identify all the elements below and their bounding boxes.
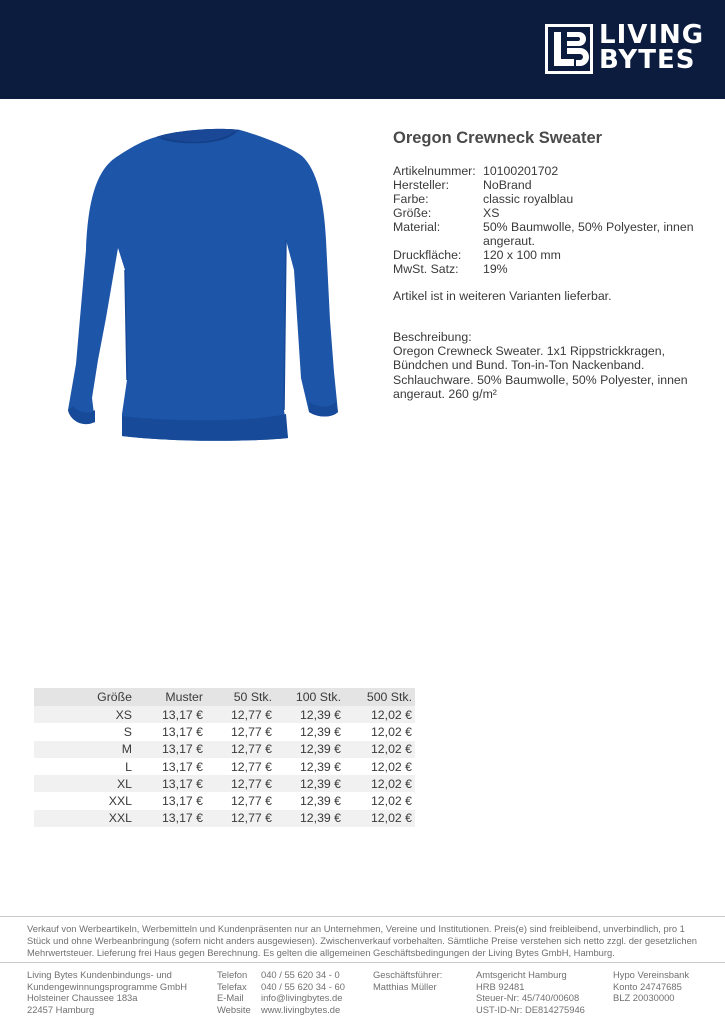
table-row (34, 706, 415, 723)
cell-price: 12,02 € (344, 775, 415, 792)
cell-price: 13,17 € (135, 775, 206, 792)
cell-price: 13,17 € (161, 759, 203, 774)
spec-value: XS (483, 206, 500, 220)
spec-value: 120 x 100 mm (483, 248, 561, 262)
cell-size: XXL (34, 810, 135, 827)
cell-price: 12,02 € (370, 759, 412, 774)
spec-row-print-area (393, 248, 713, 262)
cell-size: XL (34, 775, 135, 792)
bank-line: Hypo Vereinsbank (613, 969, 690, 980)
spec-label: Größe: (393, 206, 432, 220)
header-qty-500: 500 Stk. (344, 688, 415, 706)
product-title: Oregon Crewneck Sweater (393, 129, 603, 147)
variants-note: Artikel ist in weiteren Varianten lieferbar. (393, 289, 612, 303)
cell-size: S (123, 724, 132, 739)
cell-price: 12,39 € (299, 724, 341, 739)
spec-row-manufacturer (393, 178, 713, 192)
product-description (393, 330, 703, 401)
cell-price: 12,39 € (299, 759, 341, 774)
cell-size: L (125, 759, 132, 774)
description-label: Beschreibung: (393, 330, 472, 344)
contact-key: E-Mail (217, 992, 244, 1003)
footer-management (373, 969, 442, 992)
cell-price: 12,02 € (344, 706, 415, 723)
product-specs (393, 164, 713, 276)
cell-size: M (34, 741, 135, 758)
cell-price: 13,17 € (161, 794, 203, 809)
cell-price: 13,17 € (135, 741, 206, 758)
contact-key: Website (217, 1003, 251, 1015)
spec-value: 19% (483, 262, 508, 276)
bank-line: BLZ 20030000 (613, 992, 675, 1003)
spec-value: NoBrand (483, 178, 532, 192)
cell-price: 12,77 € (230, 794, 272, 809)
logo-mark-icon (545, 24, 593, 74)
contact-value: 040 / 55 620 34 - 0 (261, 969, 340, 980)
management-label: Geschäftsführer: (373, 969, 443, 980)
cell-size: XXL (108, 794, 132, 809)
cell-price: 12,39 € (275, 706, 344, 723)
spec-label: Druckfläche: (393, 248, 462, 262)
cell-price: 12,39 € (275, 810, 344, 827)
living-bytes-logo (545, 20, 705, 76)
cell-price: 12,02 € (370, 724, 412, 739)
registry-line: UST-ID-Nr: DE814275946 (476, 1003, 585, 1015)
contact-key: Telefon (217, 969, 248, 980)
cell-price: 12,39 € (299, 794, 341, 809)
footer-bank (613, 969, 689, 1004)
cell-price: 12,02 € (344, 741, 415, 758)
spec-value: 10100201702 (483, 164, 559, 178)
table-row (34, 723, 415, 740)
spec-row-color (393, 192, 713, 206)
header-qty-100: 100 Stk. (275, 688, 344, 706)
spec-label: Material: (393, 220, 441, 234)
spec-value: 50% Baumwolle, 50% Polyester, innen angeraut. (483, 220, 694, 248)
logo-line-2: BYTES (599, 45, 696, 75)
cell-price: 12,77 € (206, 775, 275, 792)
footer-company-address (27, 969, 187, 1015)
bank-line: Konto 24747685 (613, 980, 682, 992)
table-row (34, 741, 415, 758)
contact-value: www.livingbytes.de (261, 1003, 341, 1015)
contact-value: 040 / 55 620 34 - 60 (261, 980, 345, 992)
contact-phone (217, 969, 345, 981)
footer-divider-top (0, 916, 725, 917)
price-table-header (34, 688, 415, 706)
company-line: Kundengewinnungsprogramme GmbH (27, 980, 187, 992)
company-line: Living Bytes Kundenbindungs- und (27, 969, 172, 980)
contact-fax (217, 981, 345, 993)
cell-price: 12,77 € (206, 810, 275, 827)
cell-price: 12,02 € (370, 794, 412, 809)
spec-row-vat (393, 262, 713, 276)
registry-line: HRB 92481 (476, 980, 525, 992)
cell-price: 12,39 € (275, 741, 344, 758)
cell-price: 13,17 € (135, 706, 206, 723)
spec-row-size (393, 206, 713, 220)
management-name: Matthias Müller (373, 980, 437, 992)
cell-price: 12,77 € (230, 724, 272, 739)
table-row (34, 810, 415, 827)
logo-line-1: LIVING (599, 20, 705, 50)
header-bar (0, 0, 725, 99)
legal-disclaimer: Verkauf von Werbeartikeln, Werbemitteln und Kundenpräsenten nur an Unternehmen, Vereine und Institutionen. Preis(e) sind freibleibend, unverbindlich, pro 1 Stück und ohne Werbeanbringung (sofern nicht anders ausgewiesen). Zwischenverkauf vorbehalten. Sämtliche Preise verstehen sich netto zzgl. der gesetzlichen Mehrwertsteuer. Lieferung frei Haus gegen Berechnung. Es gelten die allgemeinen Geschäftsbedingungen der Living Bytes GmbH, Hamburg. (27, 923, 697, 958)
contact-email (217, 992, 345, 1004)
footer-contact (217, 969, 345, 1015)
company-line: 22457 Hamburg (27, 1003, 95, 1015)
cell-price: 12,77 € (230, 759, 272, 774)
table-row (34, 758, 415, 775)
spec-row-article-number (393, 164, 713, 178)
description-text: Oregon Crewneck Sweater. 1x1 Rippstrickkragen, Bündchen und Bund. Ton-in-Ton Nackenband. Schlauchware. 50% Baumwolle, 50% Polyester, innen angeraut. 260 g/m² (393, 344, 688, 401)
spec-label: Artikelnummer: (393, 164, 476, 178)
registry-line: Amtsgericht Hamburg (476, 969, 567, 980)
price-table (34, 688, 415, 827)
spec-label: Hersteller: (393, 178, 450, 192)
cell-price: 13,17 € (161, 724, 203, 739)
cell-price: 13,17 € (135, 810, 206, 827)
cell-price: 12,02 € (344, 810, 415, 827)
footer-registry (476, 969, 585, 1015)
cell-price: 12,77 € (206, 741, 275, 758)
contact-key: Telefax (217, 980, 247, 992)
spec-row-material (393, 220, 713, 248)
spec-label: MwSt. Satz: (393, 262, 459, 276)
company-line: Holsteiner Chaussee 183a (27, 992, 138, 1003)
table-row (34, 775, 415, 792)
header-qty-50: 50 Stk. (206, 688, 275, 706)
header-sample: Muster (135, 688, 206, 706)
sweater-product-image (62, 120, 342, 450)
cell-size: XS (34, 706, 135, 723)
cell-price: 12,77 € (206, 706, 275, 723)
footer-divider-bottom (0, 962, 725, 963)
cell-price: 12,39 € (275, 775, 344, 792)
logo-wordmark (599, 20, 705, 75)
registry-line: Steuer-Nr: 45/740/00608 (476, 992, 580, 1003)
contact-value: info@livingbytes.de (261, 992, 343, 1003)
table-row (34, 792, 415, 809)
header-size: Größe (34, 688, 135, 706)
contact-website (217, 1004, 345, 1016)
spec-value: classic royalblau (483, 192, 574, 206)
spec-label: Farbe: (393, 192, 429, 206)
